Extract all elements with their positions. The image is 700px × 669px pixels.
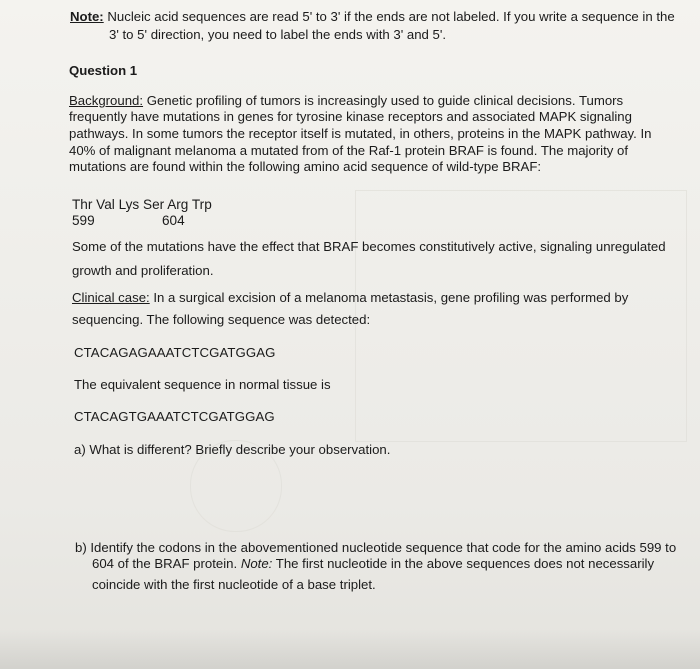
note-text: Nucleic acid sequences are read 5' to 3' if the ends are not labeled. If you write a sequence in the bbox=[107, 9, 675, 24]
background-label: Background: bbox=[69, 93, 144, 108]
note-line-2: 3' to 5' direction, you need to label the ends with 3' and 5'. bbox=[109, 27, 447, 42]
detected-sequence: CTACAGAGAAATCTCGATGGAG bbox=[74, 345, 276, 360]
normal-sequence: CTACAGTGAAATCTCGATGGAG bbox=[74, 409, 275, 424]
question-b-line-1: b) Identify the codons in the abovementioned nucleotide sequence that code for the amino acids 599 to bbox=[75, 540, 677, 555]
clinical-case-line-2: sequencing. The following sequence was detected: bbox=[72, 312, 371, 327]
question-a: a) What is different? Briefly describe your observation. bbox=[74, 442, 391, 457]
bleed-through-box bbox=[355, 190, 687, 442]
clinical-case-line-1 bbox=[72, 290, 628, 307]
mutation-effect-line-2: growth and proliferation. bbox=[72, 263, 214, 278]
clinical-case-text: In a surgical excision of a melanoma metastasis, gene profiling was performed by bbox=[153, 290, 629, 305]
background-line-3: pathways. In some tumors the receptor itself is mutated, in others, proteins in the MAPK pathway. In bbox=[69, 126, 652, 141]
mutation-effect-line-1: Some of the mutations have the effect that BRAF becomes constitutively active, signaling unregulated bbox=[72, 239, 666, 254]
background-line-5: mutations are found within the following amino acid sequence of wild-type BRAF: bbox=[69, 159, 542, 174]
question-b-note-text: The first nucleotide in the above sequences does not necessarily bbox=[275, 556, 655, 571]
background-line-2: frequently have mutations in genes for tyrosine kinase receptors and associated MAPK signaling bbox=[69, 109, 632, 124]
background-line-1 bbox=[69, 93, 623, 110]
clinical-case-label: Clinical case: bbox=[72, 290, 150, 305]
question-b-note-label: Note: bbox=[240, 556, 273, 571]
question-b-line-2 bbox=[92, 556, 654, 573]
normal-sequence-intro: The equivalent sequence in normal tissue is bbox=[74, 377, 331, 392]
note-label: Note: bbox=[70, 9, 104, 24]
question-title: Question 1 bbox=[69, 63, 138, 78]
amino-acid-end-number: 604 bbox=[162, 213, 185, 228]
question-b-line-3: coincide with the first nucleotide of a base triplet. bbox=[92, 577, 376, 592]
question-b-text: 604 of the BRAF protein. bbox=[92, 556, 238, 571]
background-line-4: 40% of malignant melanoma a mutated from of the Raf-1 protein BRAF is found. The majority of bbox=[69, 143, 629, 158]
amino-acid-sequence: Thr Val Lys Ser Arg Trp bbox=[72, 197, 212, 212]
background-text: Genetic profiling of tumors is increasingly used to guide clinical decisions. Tumors bbox=[146, 93, 624, 108]
page-shadow bbox=[0, 629, 700, 669]
amino-acid-start-number: 599 bbox=[72, 213, 95, 228]
note-line-1 bbox=[70, 9, 675, 26]
